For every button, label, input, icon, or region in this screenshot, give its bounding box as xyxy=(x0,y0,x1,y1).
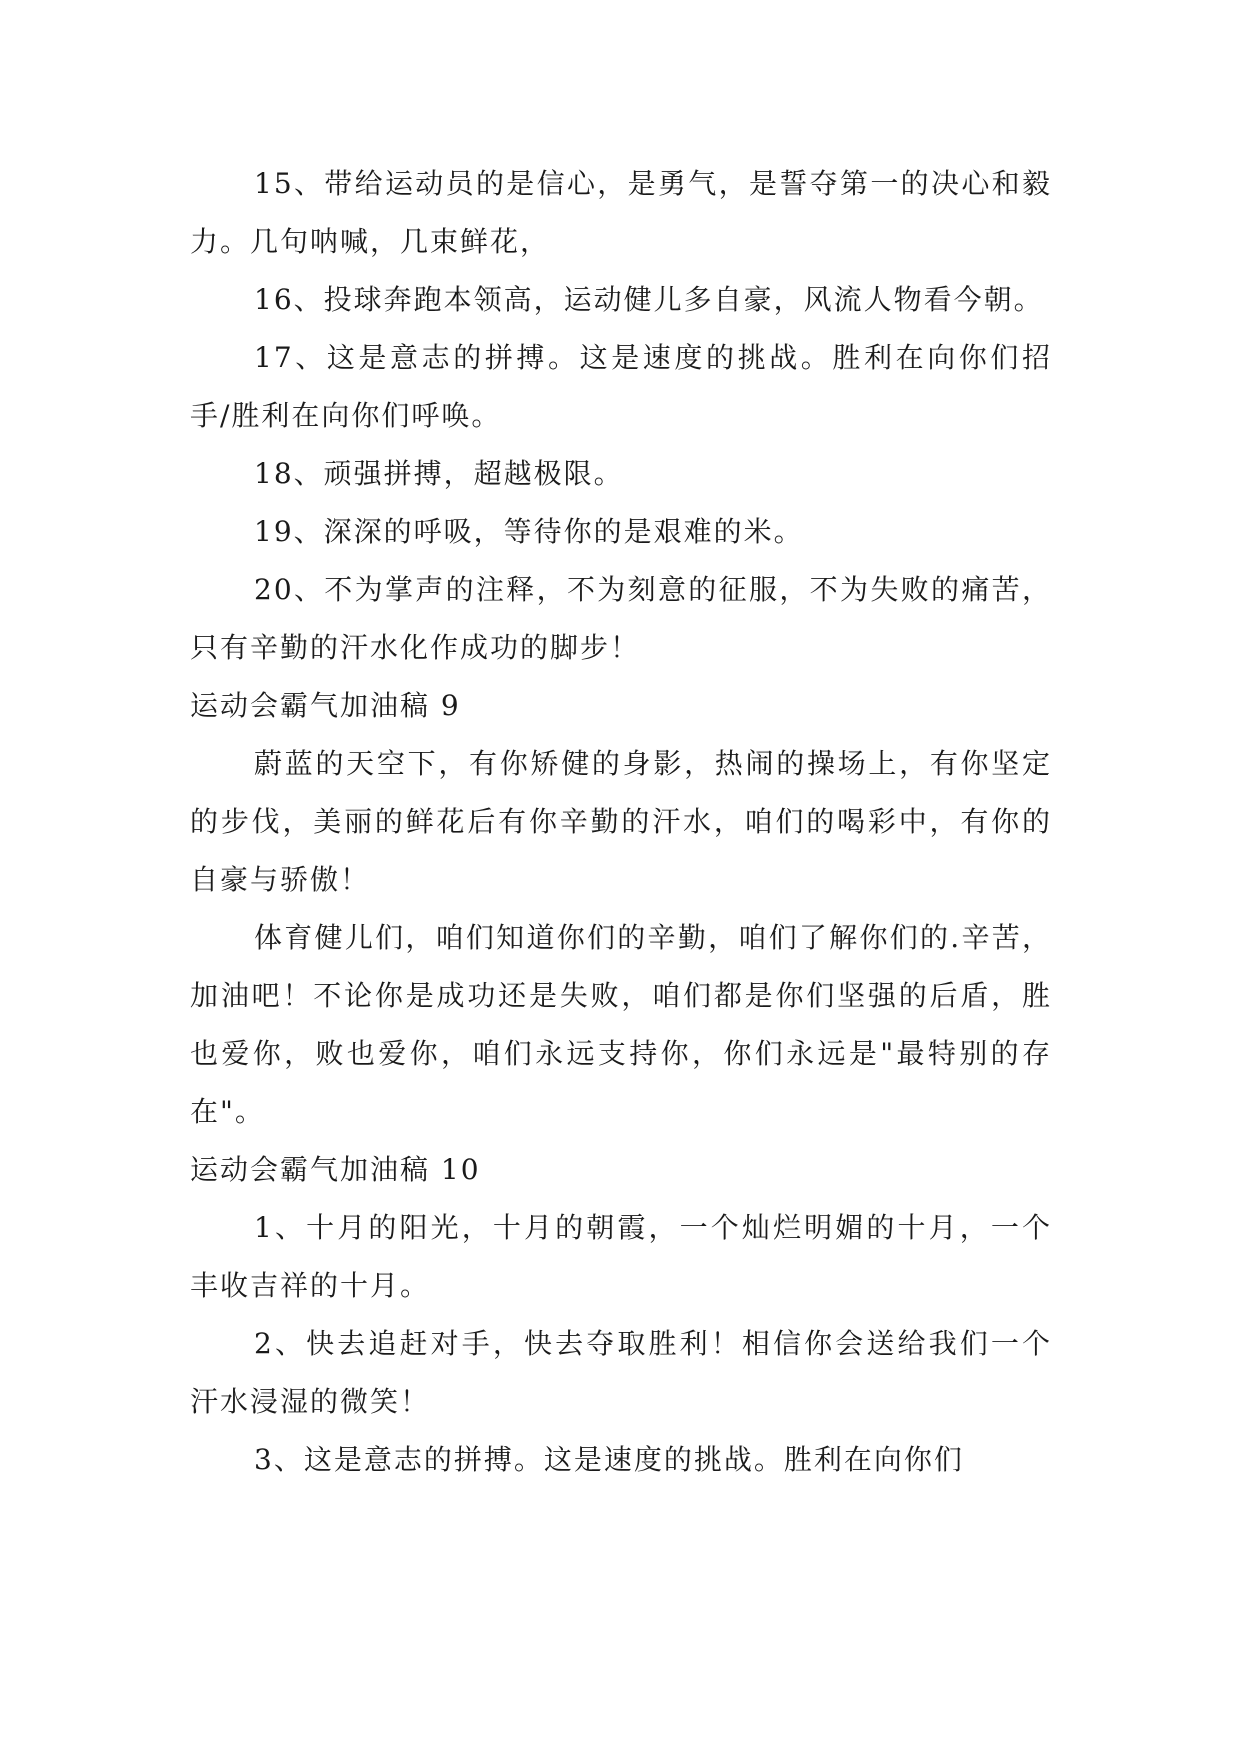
paragraph-item-15: 15、带给运动员的是信心，是勇气，是誓夺第一的决心和毅力。几句呐喊，几束鲜花， xyxy=(190,167,1052,258)
paragraph-athletes: 体育健儿们，咱们知道你们的辛勤，咱们了解你们的.辛苦，加油吧！不论你是成功还是失败，咱们都是你们坚强的后盾，胜也爱你，败也爱你，咱们永远支持你，你们永远是"最特别的存在"。 xyxy=(190,921,1052,1128)
paragraph-item-1: 1、十月的阳光，十月的朝霞，一个灿烂明媚的十月，一个丰收吉祥的十月。 xyxy=(190,1211,1052,1302)
paragraph-item-18: 18、顽强拼搏，超越极限。 xyxy=(254,457,624,490)
paragraph-item-17: 17、这是意志的拼搏。这是速度的挑战。胜利在向你们招手/胜利在向你们呼唤。 xyxy=(190,341,1052,432)
paragraph-item-3: 3、这是意志的拼搏。这是速度的挑战。胜利在向你们 xyxy=(254,1443,964,1476)
paragraph-item-20: 20、不为掌声的注释，不为刻意的征服，不为失败的痛苦，只有辛勤的汗水化作成功的脚步！ xyxy=(190,573,1052,664)
paragraph-sky: 蔚蓝的天空下，有你矫健的身影，热闹的操场上，有你坚定的步伐，美丽的鲜花后有你辛勤的汗水，咱们的喝彩中，有你的自豪与骄傲！ xyxy=(190,747,1052,896)
paragraph-item-19: 19、深深的呼吸，等待你的是艰难的米。 xyxy=(254,515,804,548)
section-heading-10: 运动会霸气加油稿 10 xyxy=(190,1153,481,1186)
document-page xyxy=(190,155,1052,1489)
section-heading-9: 运动会霸气加油稿 9 xyxy=(190,689,461,722)
paragraph-item-2: 2、快去追赶对手，快去夺取胜利！相信你会送给我们一个汗水浸湿的微笑！ xyxy=(190,1327,1052,1418)
paragraph-item-16: 16、投球奔跑本领高，运动健儿多自豪，风流人物看今朝。 xyxy=(254,283,1044,316)
